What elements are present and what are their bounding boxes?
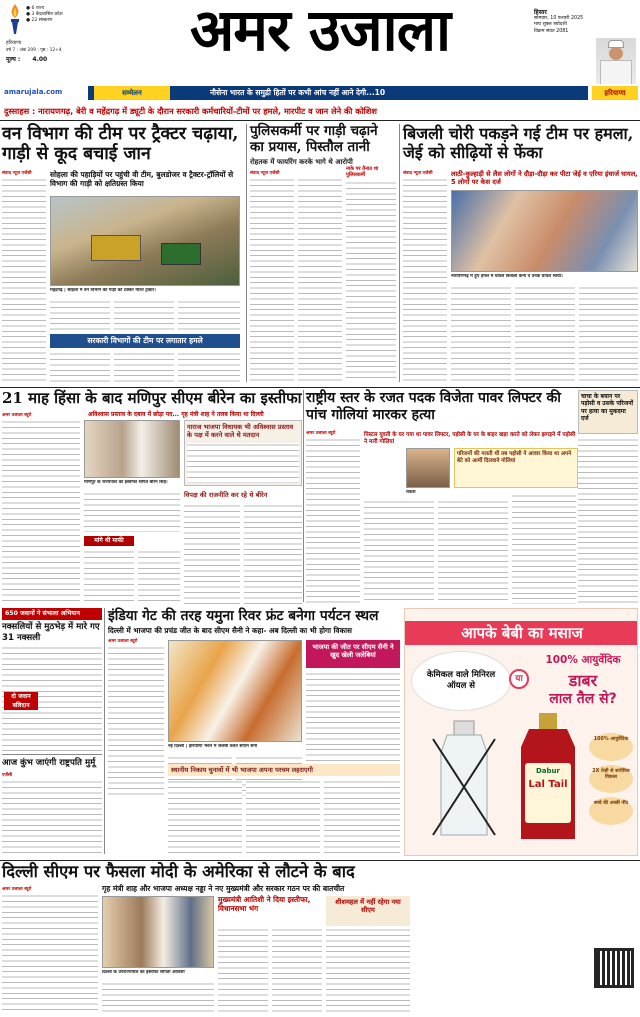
story3-body-b (451, 286, 511, 382)
story4-body-a (2, 420, 80, 604)
story5-body-a (306, 438, 360, 604)
dabur-ad[interactable] (404, 608, 638, 856)
story4-box2-title: विपक्ष की राजनीति कर रहे थे बीरेन (184, 491, 268, 499)
story3-subhead: लाठी-कुल्हाड़ी से लैस लोगों ने दौड़ा-दौड़ा कर पीटा जेई व एरिया इंचार्ज घायल, 5 लोगों पर केस दर्ज (451, 170, 638, 186)
story4-box-title: नाराज भाजपा विधायक भी अविश्वास प्रस्ताव के पक्ष में करने वाले थे मतदान (187, 423, 294, 439)
story7-body-e (326, 928, 410, 1014)
story2-body-b (298, 178, 342, 382)
story6-side-panel-title: भाजपा की जीत पर सीएम सैनी ने खुद खेली जलेबियां (312, 643, 394, 659)
story3-headline[interactable]: बिजली चोरी पकड़ने गई टीम पर हमला, जेई को सीढ़ियों से फेंका (403, 124, 634, 162)
website-link[interactable]: amarujala.com (4, 88, 63, 96)
story3-body-c (515, 286, 575, 382)
story5-body-d (512, 494, 576, 604)
story6-photo-caption: नई दिल्ली | हरियाणा भवन में जलेबी तलते सीएम सैनी (168, 744, 258, 749)
story2-side (346, 166, 396, 382)
issue-line: वर्ष 7 : अंक 209 : पृष्ठ : 12+4 (6, 48, 62, 53)
story2-body-a (250, 178, 294, 382)
ad-headline-1: आपके बेबी का मसाज (461, 624, 583, 642)
story1-body-g (178, 352, 240, 382)
story7-box (218, 896, 322, 926)
promo-label: सम्मेलन (94, 86, 170, 100)
story5-body-e (578, 438, 638, 604)
story7-photo-caption: दिल्ली के उपराज्यपाल को इस्तीफा सौंपती आतिशी (102, 970, 185, 975)
story6-body-g (324, 780, 400, 854)
story4-headline[interactable]: 21 माह हिंसा के बाद मणिपुर सीएम बीरेन का इस्तीफा (2, 389, 302, 407)
story4-tag: मांगे थी माफी (84, 536, 134, 546)
story-forest-dept[interactable] (2, 124, 242, 386)
story4-banner: अविश्वास प्रस्ताव के दबाव में छोड़ा पद... गृह मंत्री शाह ने तलब किया था दिल्ली (88, 411, 264, 418)
story-electricity[interactable] (403, 124, 638, 386)
edition-info (534, 10, 612, 35)
story4-body-f (84, 550, 134, 604)
story5-headline[interactable]: राष्ट्रीय स्तर के रजत पदक विजेता पावर लिफ्टर की पांच गोलियां मारकर हत्या (306, 390, 561, 423)
story7-box-headline: मुख्यमंत्री आतिशी ने दिया इस्तीफा, विधानसभा भंग (218, 895, 311, 913)
story2-side-note: नाके पर तैनात था पुलिसकर्मी (346, 166, 379, 178)
story4-byline: अमर उजाला ब्यूरो (2, 413, 32, 418)
edition-region: हरियाणा (6, 40, 22, 46)
story7-body-b (218, 928, 268, 1014)
masthead (0, 0, 640, 84)
story4-box2 (184, 490, 302, 504)
ad-oval-left-text: केमिकल वाले मिनिरल ऑयल से (426, 670, 496, 691)
story4-box (184, 420, 302, 486)
story-powerlifter[interactable] (306, 390, 638, 606)
story5-highlight-text: परिजनों की गलती थी तब पड़ोसी ने आवार किया था अपने बेटे को आर्मी दिलवाने गोलियां (457, 451, 572, 464)
ticker (4, 105, 636, 117)
ad-headline-banner (405, 621, 638, 645)
story7-headline[interactable]: दिल्ली सीएम पर फैसला मोदी के अमेरिका से लौटने के बाद (2, 862, 355, 881)
story5-body-c (438, 500, 508, 604)
story5-side-box-text: चाचा के बयान पर पड़ोसी व उसके परिजनों पर हत्या का मुकदमा दर्ज (581, 393, 634, 423)
story6-bottom-title: स्थानीय निकाय चुनावों में भी भाजपा अपना परचम लहराएगी (168, 764, 400, 776)
story7-body-a (2, 894, 98, 1014)
story5-side-box (578, 390, 638, 434)
story-manipur[interactable] (2, 390, 302, 606)
story1-pullquote-text: सरकारी विभागों की टीम पर लगातार हमले (87, 336, 203, 345)
ad-brand-line-2: लाल तैल से? (549, 691, 617, 707)
story4-photo-caption: मणिपुर के राज्यपाल को इस्तीफा सौंपते बीरेन सिंह। (84, 480, 168, 485)
date: सोमवार, 10 फरवरी 2025 (534, 16, 584, 22)
ad-oval-left (411, 651, 511, 711)
product-brand: Dabur (536, 767, 560, 775)
story7-body-d (102, 982, 214, 1014)
price-row (6, 55, 47, 63)
ad-badge-1-text: 100% आयुर्वेदिक (593, 737, 629, 742)
ad-badge-3 (589, 797, 633, 825)
story6-body-f (246, 780, 320, 854)
qr-code-icon[interactable] (594, 948, 634, 988)
region-tag: हरियाणा (592, 86, 638, 100)
story3-body-d (579, 286, 638, 382)
story6-body-e (168, 780, 242, 854)
story-police[interactable] (250, 124, 396, 386)
story1-pullquote (50, 334, 240, 348)
brief3-byline: एजेंसी (2, 773, 13, 778)
story1-photo-caption: महेंद्रगढ़ | सोहला में वन विभाग की गाड़ी को टक्कर मारते ट्रैक्टर। (50, 288, 156, 293)
story3-photo (451, 190, 638, 272)
ad-badge-2 (589, 765, 633, 793)
promo-text: नौसेना भारत के समुद्री हितों पर कभी आंच नहीं आने देगी...10 (210, 88, 386, 97)
brief2-tag: दो जवान बलिदान (4, 692, 38, 710)
story1-body-d (178, 300, 240, 330)
story6-body-a (108, 646, 164, 796)
price-label: मूल्य : (6, 56, 21, 63)
brief3-headline[interactable]: आज कुंभ जाएंगी राष्ट्रपति मुर्मू (2, 758, 96, 768)
story5-body-b (364, 500, 434, 604)
ticker-label: दुस्साहस : (4, 106, 36, 116)
story4-body-c (138, 550, 180, 604)
ad-badge-3-text: बच्चे की अच्छी नींद (593, 801, 629, 806)
story5-photo (406, 448, 450, 488)
newspaper-title: अमर उजाला (189, 0, 451, 64)
story6-body-b (306, 672, 400, 762)
story7-byline: अमर उजाला ब्यूरो (2, 887, 32, 892)
promo-bar (0, 86, 640, 100)
story4-body-b (84, 492, 180, 532)
story3-photo-caption: नारायणगढ़ में हुए हमले में घायल बिजली कर्मी व उनके घायल साथी। (451, 274, 563, 279)
story5-banner: पिस्टल युवती के घर गया था पावर लिफ्टर, पड़ोसी के घर के बाहर खड़ा करते को लेकर झगड़ने में पड़ोसी ने मारी गोलियां (364, 432, 576, 445)
story1-body-e (50, 352, 110, 382)
story7-side-headline: शीशमहल में नहीं रहेगा नया सीएम (335, 898, 401, 914)
left-briefs (2, 608, 102, 858)
story3-body-a (403, 178, 447, 382)
price: 4.00 (32, 56, 48, 63)
ad-or-circle (509, 669, 529, 689)
ad-or-text: या (515, 674, 523, 684)
story3-byline: संवाद न्यूज एजेंसी (403, 171, 433, 176)
story4-photo (84, 420, 180, 478)
story6-photo (168, 640, 302, 742)
story1-byline: संवाद न्यूज एजेंसी (2, 171, 32, 176)
story6-byline: अमर उजाला ब्यूरो (108, 639, 138, 644)
story7-body-c (272, 928, 322, 1014)
mineral-oil-bottle-icon (429, 719, 499, 839)
story6-headline[interactable]: इंडिया गेट की तरह यमुना रिवर फ्रंट बनेगा पर्यटन स्थल (108, 608, 379, 624)
states-lines: ● 6 राज्य ● 3 केंद्रशासित प्रदेश ● 22 संस्करण (26, 6, 63, 23)
story6-side-panel (306, 640, 400, 668)
samvat: विक्रम संवत 2081 (534, 28, 569, 34)
story4-body-e (244, 504, 302, 604)
story7-side (326, 896, 410, 926)
city: हिसार (534, 9, 547, 16)
story2-headline[interactable]: पुलिसकर्मी पर गाड़ी चढ़ाने का प्रयास, पिस्तौल तानी (250, 123, 378, 155)
story-yamuna[interactable] (108, 608, 400, 858)
story2-subhead: रोहतक में फायरिंग करके भागे थे आरोपी (250, 158, 353, 166)
story5-photo-caption: राकेश (406, 490, 416, 495)
story7-photo (102, 896, 214, 968)
brief3-body (2, 780, 102, 854)
story1-body-b (50, 300, 110, 330)
story7-subhead: गृह मंत्री शाह और भाजपा अध्यक्ष नड्डा ने नए मुख्यमंत्री और सरकार गठन पर की बातचीत (102, 884, 345, 893)
story1-headline[interactable]: वन विभाग की टीम पर ट्रैक्टर चढ़ाया, गाड़ी से कूद बचाई जान (2, 124, 239, 164)
story1-body-f (114, 352, 174, 382)
story2-byline: संवाद न्यूज एजेंसी (250, 171, 280, 176)
story5-byline: अमर उजाला ब्यूरो (306, 431, 336, 436)
ad-brand-line-1: डाबर (568, 671, 598, 690)
hindu-date: माघ शुक्ल त्रयोदशी (534, 22, 567, 28)
navy-officer-photo (596, 38, 636, 84)
ad-badge-1 (589, 733, 633, 761)
brief1-headline[interactable]: नक्सलियों से मुठभेड़ में मारे गए 31 नक्सली (2, 622, 100, 643)
story1-body-a (2, 178, 46, 382)
story1-subhead: सोहला की पहाड़ियों पर पहुंची वी टीम, बुलडोजर व ट्रैक्टर-ट्रॉलियों से विभाग की गाड़ी को क्षतिग्रस्त किया (50, 170, 234, 188)
story5-highlight (454, 448, 578, 488)
story1-photo (50, 196, 240, 286)
story6-subhead: दिल्ली में भाजपा की प्रचंड जीत के बाद सीएम सैनी ने कहा- अब दिल्ली का भी होगा विकास (108, 626, 352, 635)
ticker-text: नारायणगढ़, बेरी व महेंद्रगढ़ में ड्यूटी के दौरान सरकारी कर्मचारियों-टीमों पर हमले, मारपीट व जान लेने की कोशिश (38, 106, 377, 116)
story-delhi-cm[interactable] (2, 862, 638, 1016)
story1-body-c (114, 300, 174, 330)
briefs-section-title: 650 जवानों ने संभाला अभियान (2, 608, 102, 620)
promo-strip[interactable] (88, 86, 588, 100)
dabur-lal-tail-bottle (513, 713, 583, 841)
product-name: Lal Tail (528, 779, 568, 790)
ad-badge-2-text: 2X तेज़ी से शारीरिक विकास (592, 769, 630, 780)
ad-badge: 100% आयुर्वेदिक (545, 654, 621, 666)
story4-body-d (184, 504, 240, 604)
torch-logo-icon (6, 4, 24, 34)
